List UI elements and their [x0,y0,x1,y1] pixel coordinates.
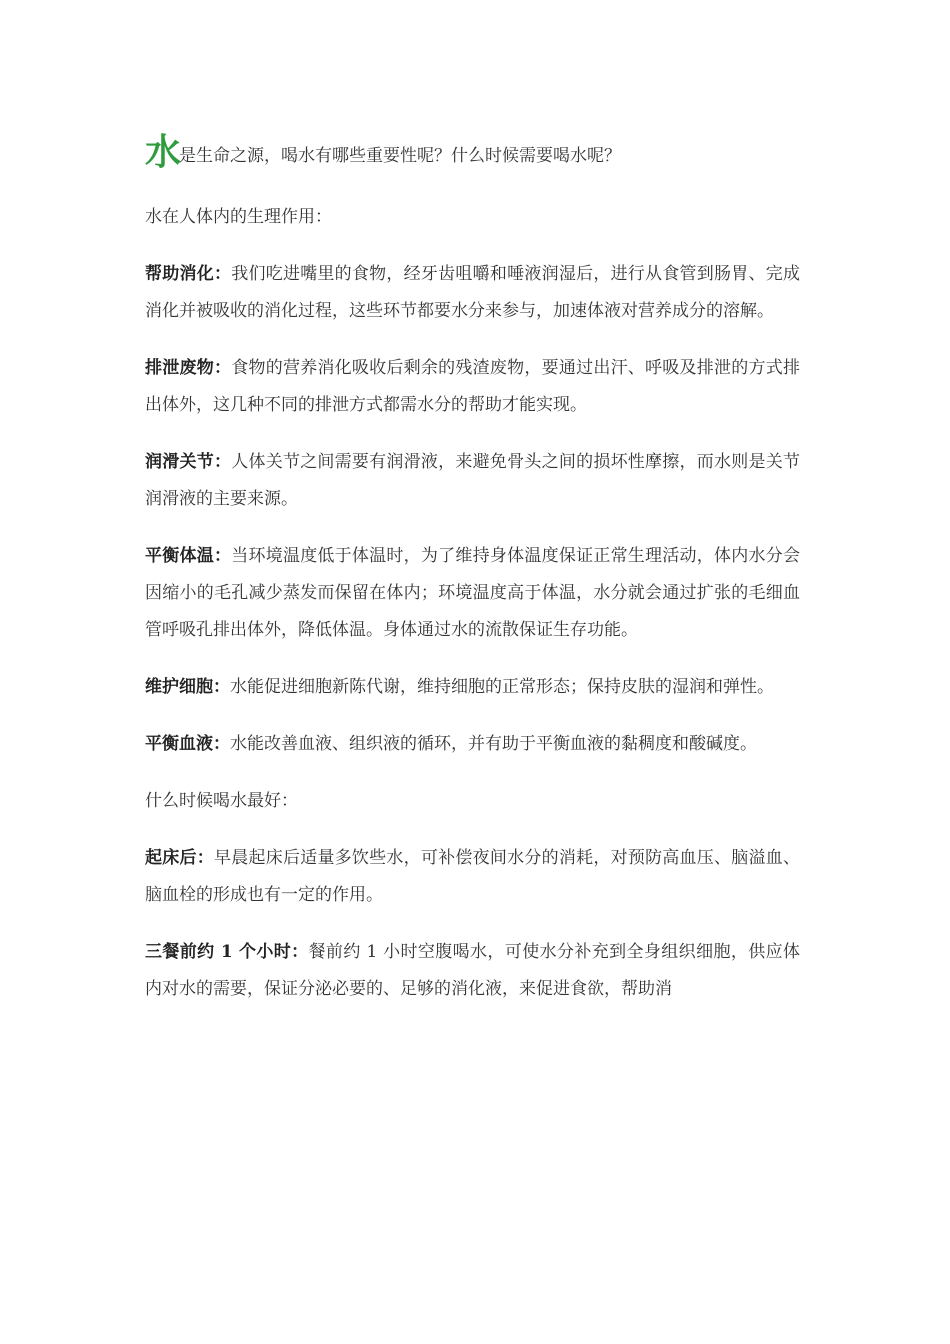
item-term: 帮助消化： [145,264,232,284]
intro-text: 是生命之源，喝水有哪些重要性呢？什么时候需要喝水呢？ [179,146,622,166]
item-term: 起床后： [145,848,214,868]
item-term: 排泄废物： [145,358,232,378]
dropcap-character: 水 [145,132,180,173]
item-temperature [145,538,800,649]
item-text: 餐前约 1 小时空腹喝水，可使水分补充到全身组织细胞，供应体内对水的需要，保证分泌必要的、足够的消化液，来促进食欲，帮助消 [145,942,801,999]
item-text: 我们吃进嘴里的食物，经牙齿咀嚼和唾液润湿后，进行从食管到肠胃、完成消化并被吸收的消化过程，这些环节都要水分来参与，加速体液对营养成分的溶解。 [145,264,801,321]
item-text: 水能促进细胞新陈代谢，维持细胞的正常形态；保持皮肤的湿润和弹性。 [230,677,774,697]
intro-paragraph [145,130,800,179]
item-digestion [145,256,800,330]
item-term: 平衡体温： [145,546,232,566]
item-before-meals [145,934,800,1008]
item-after-waking [145,840,800,914]
item-term: 平衡血液： [145,734,230,754]
item-term: 三餐前约 1 个小时： [145,942,309,962]
item-text: 水能改善血液、组织液的循环，并有助于平衡血液的黏稠度和酸碱度。 [230,734,757,754]
section-heading-timing: 什么时候喝水最好： [145,791,298,811]
item-excretion [145,350,800,424]
item-joints [145,444,800,518]
item-text: 当环境温度低于体温时，为了维持身体温度保证正常生理活动，体内水分会因缩小的毛孔减少蒸发而保留在体内；环境温度高于体温，水分就会通过扩张的毛细血管呼吸孔排出体外，降低体温。身体通过水的流散保证生存功能。 [145,546,801,640]
item-text: 食物的营养消化吸收后剩余的残渣废物，要通过出汗、呼吸及排泄的方式排出体外，这几种不同的排泄方式都需水分的帮助才能实现。 [145,358,801,415]
article [145,130,800,1028]
item-term: 维护细胞： [145,677,230,697]
section-heading-functions: 水在人体内的生理作用： [145,207,332,227]
item-text: 早晨起床后适量多饮些水，可补偿夜间水分的消耗，对预防高血压、脑溢血、脑血栓的形成也有一定的作用。 [145,848,801,905]
item-text: 人体关节之间需要有润滑液，来避免骨头之间的损坏性摩擦，而水则是关节润滑液的主要来源。 [145,452,801,509]
item-term: 润滑关节： [145,452,232,472]
item-blood [145,726,800,763]
item-cells [145,669,800,706]
